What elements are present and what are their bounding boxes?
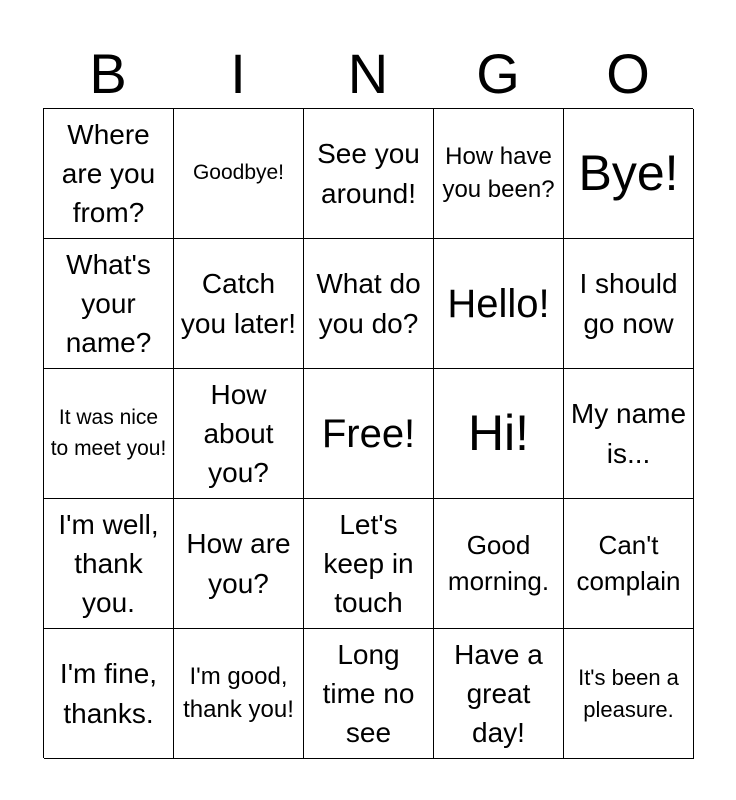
bingo-cell[interactable]: I'm good, thank you! xyxy=(174,629,304,759)
bingo-cell[interactable]: My name is... xyxy=(564,369,694,499)
bingo-cell[interactable]: I should go now xyxy=(564,239,694,369)
bingo-cell[interactable]: Where are you from? xyxy=(44,109,174,239)
bingo-cell[interactable]: I'm fine, thanks. xyxy=(44,629,174,759)
bingo-cell[interactable]: How are you? xyxy=(174,499,304,629)
bingo-cell[interactable]: Catch you later! xyxy=(174,239,304,369)
bingo-cell[interactable]: Can't complain xyxy=(564,499,694,629)
bingo-cell[interactable]: Long time no see xyxy=(304,629,434,759)
header-letter-o: O xyxy=(606,42,650,105)
bingo-cell[interactable]: I'm well, thank you. xyxy=(44,499,174,629)
free-space-cell[interactable]: Free! xyxy=(304,369,434,499)
bingo-cell[interactable]: Good morning. xyxy=(434,499,564,629)
bingo-cell[interactable]: Bye! xyxy=(564,109,694,239)
bingo-cell[interactable]: What do you do? xyxy=(304,239,434,369)
bingo-cell[interactable]: Let's keep in touch xyxy=(304,499,434,629)
bingo-cell[interactable]: How about you? xyxy=(174,369,304,499)
header-letter-n: N xyxy=(347,42,389,105)
header-letter-b: B xyxy=(89,42,127,105)
header-letter-i: I xyxy=(230,42,246,105)
bingo-cell[interactable]: Hi! xyxy=(434,369,564,499)
bingo-cell[interactable]: Have a great day! xyxy=(434,629,564,759)
bingo-card-grid xyxy=(43,108,693,758)
bingo-header xyxy=(43,40,693,108)
bingo-cell[interactable]: See you around! xyxy=(304,109,434,239)
header-letter-g: G xyxy=(476,42,520,105)
bingo-cell[interactable]: It's been a pleasure. xyxy=(564,629,694,759)
bingo-cell[interactable]: Hello! xyxy=(434,239,564,369)
bingo-cell[interactable]: Goodbye! xyxy=(174,109,304,239)
bingo-cell[interactable]: What's your name? xyxy=(44,239,174,369)
bingo-cell[interactable]: How have you been? xyxy=(434,109,564,239)
bingo-cell[interactable]: It was nice to meet you! xyxy=(44,369,174,499)
